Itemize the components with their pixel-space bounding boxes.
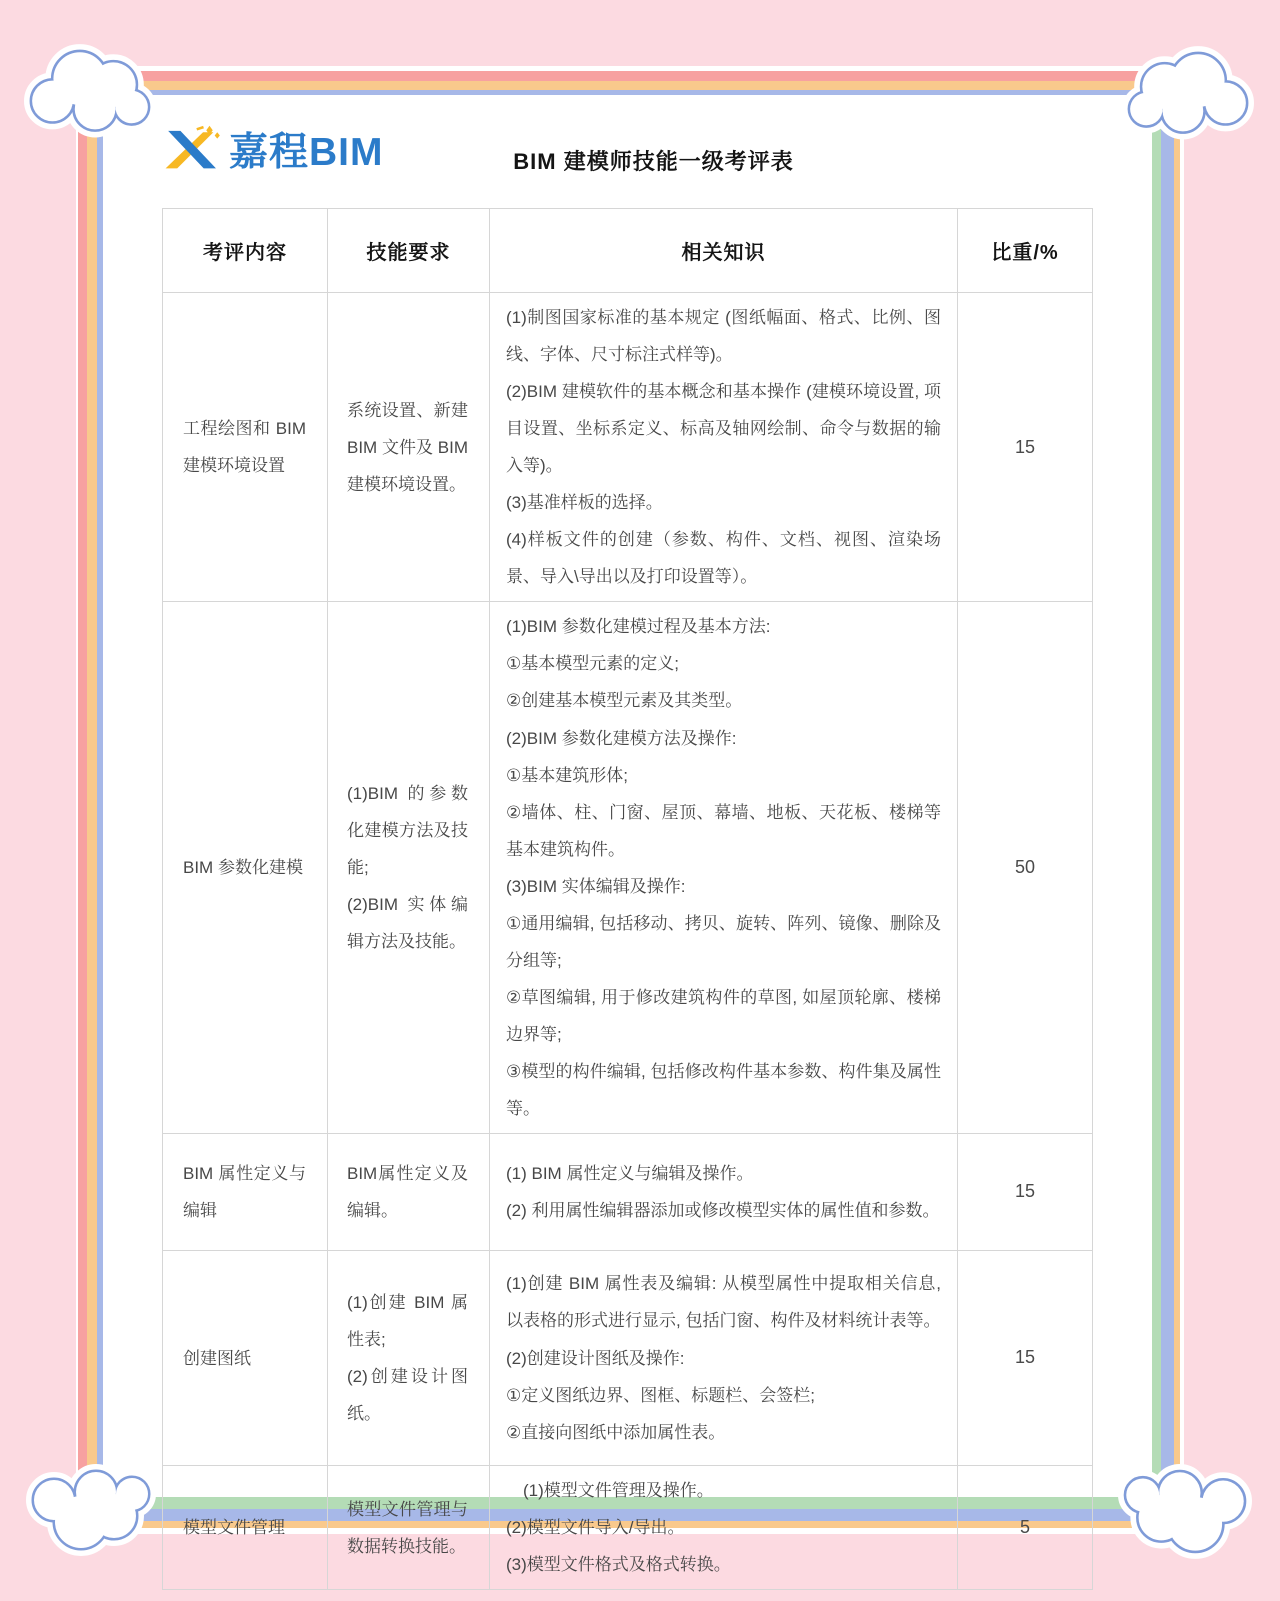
cloud-icon [24, 38, 156, 140]
table-row [163, 1134, 1093, 1251]
cell-skill-require: 模型文件管理与数据转换技能。 [328, 1466, 490, 1590]
eval-table-body [163, 293, 1093, 1590]
cell-skill-require: 系统设置、新建 BIM 文件及 BIM建模环境设置。 [328, 293, 490, 602]
cell-weight-percent: 5 [958, 1466, 1093, 1590]
cell-eval-content: 创建图纸 [163, 1251, 328, 1466]
cell-weight-percent: 15 [958, 1134, 1093, 1251]
cell-related-knowledge: (1)模型文件管理及操作。 (2)模型文件导入/导出。 (3)模型文件格式及格式转换。 [490, 1466, 958, 1590]
table-row [163, 602, 1093, 1134]
cell-eval-content: BIM 属性定义与编辑 [163, 1134, 328, 1251]
table-row [163, 1466, 1093, 1590]
cell-related-knowledge: (1)创建 BIM 属性表及编辑: 从模型属性中提取相关信息, 以表格的形式进行显示, 包括门窗、构件及材料统计表等。 (2)创建设计图纸及操作: ①定义图纸边界、图框、标题栏、会签栏; ②直接向图纸中添加属性表。 [490, 1251, 958, 1466]
column-header-content: 考评内容 [163, 209, 328, 293]
cell-weight-percent: 15 [958, 1251, 1093, 1466]
cell-skill-require: (1)创建 BIM 属性表; (2)创建设计图纸。 [328, 1251, 490, 1466]
table-header-row [163, 209, 1093, 293]
cloud-icon [1122, 40, 1254, 142]
cell-related-knowledge: (1)BIM 参数化建模过程及基本方法: ①基本模型元素的定义; ②创建基本模型元素及其类型。 (2)BIM 参数化建模方法及操作: ①基本建筑形体; ②墙体、柱、门窗、屋顶、幕墙、地板、天花板、楼梯等基本建筑构件。 (3)BIM 实体编辑及操作: ①通用编辑, 包括移动、拷贝、旋转、阵列、镜像、删除及分组等; ②草图编辑, 用于修改建筑构件的草图, 如屋顶轮廓、楼梯边界等; ③模型的构件编辑, 包括修改构件基本参数、构件集及属性等。 [490, 602, 958, 1134]
column-header-knowledge: 相关知识 [490, 209, 958, 293]
page-title: BIM 建模师技能一级考评表 [513, 149, 794, 174]
document-content [103, 95, 1152, 1575]
cloud-icon [26, 1462, 156, 1562]
frame-stripe-blue [97, 90, 1174, 1575]
cell-eval-content: BIM 参数化建模 [163, 602, 328, 1134]
table-row [163, 293, 1093, 602]
cell-weight-percent: 50 [958, 602, 1093, 1134]
cell-eval-content: 模型文件管理 [163, 1466, 328, 1590]
column-header-weight: 比重/% [958, 209, 1093, 293]
evaluation-table [162, 208, 1093, 1590]
cell-skill-require: (1)BIM 的参数化建模方法及技能; (2)BIM 实体编辑方法及技能。 [328, 602, 490, 1134]
logo-text: 嘉程BIM [229, 131, 384, 174]
cell-related-knowledge: (1)制图国家标准的基本规定 (图纸幅面、格式、比例、图线、字体、尺寸标注式样等)。 (2)BIM 建模软件的基本概念和基本操作 (建模环境设置, 项目设置、坐标系定义、标高及轴网绘制、命令与数据的输入等)。 (3)基准样板的选择。 (4)样板文件的创建（参数、构件、文档、视图、渲染场景、导入\导出以及打印设置等）。 [490, 293, 958, 602]
frame-stripe-green [103, 95, 1161, 1575]
table-row [163, 1251, 1093, 1466]
column-header-skills: 技能要求 [328, 209, 490, 293]
frame-white [76, 66, 1184, 1575]
cell-eval-content: 工程绘图和 BIM 建模环境设置 [163, 293, 328, 602]
cell-weight-percent: 15 [958, 293, 1093, 602]
cloud-icon [1118, 1462, 1252, 1565]
cell-skill-require: BIM属性定义及编辑。 [328, 1134, 490, 1251]
cell-related-knowledge: (1) BIM 属性定义与编辑及操作。 (2) 利用属性编辑器添加或修改模型实体的属性值和参数。 [490, 1134, 958, 1251]
frame-stripe-salmon [78, 71, 1180, 1575]
frame-stripe-yellow [87, 81, 1180, 1575]
document-header [103, 95, 1152, 208]
